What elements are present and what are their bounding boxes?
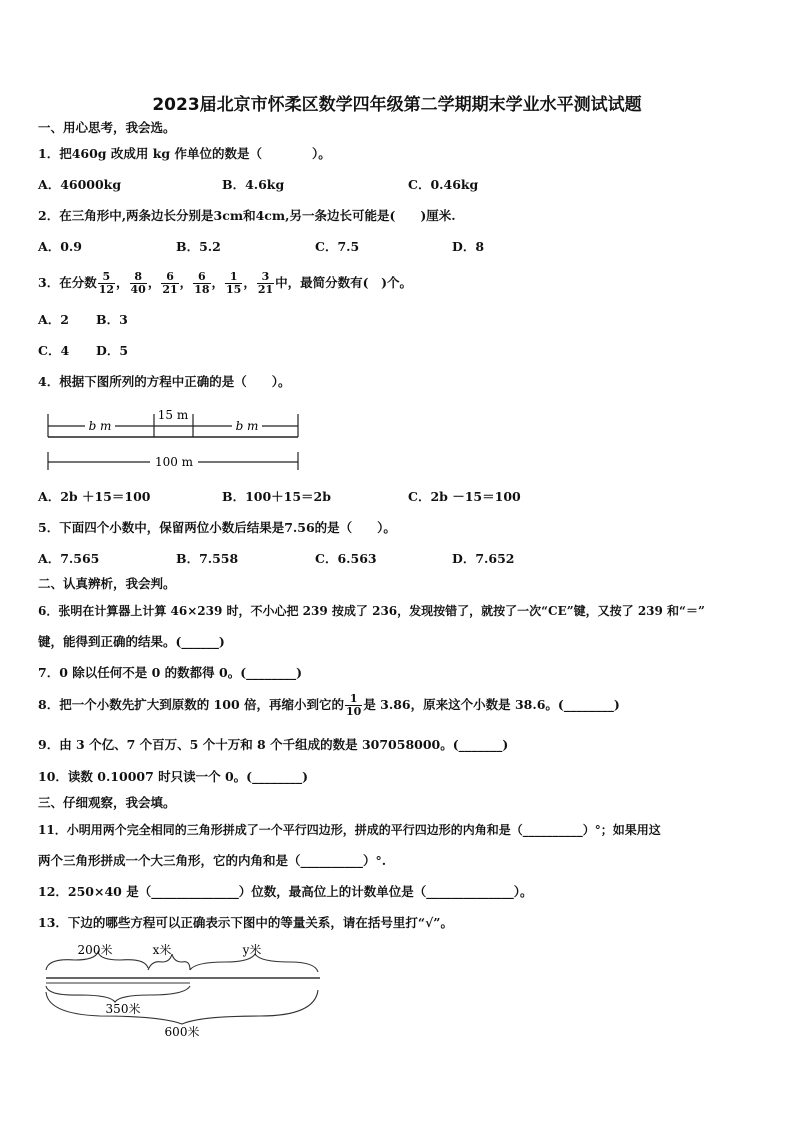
q13-label-y: y米 — [242, 943, 262, 957]
q5-option-d: D．7.652 — [452, 551, 515, 566]
q3-option-a: A．2 — [38, 312, 69, 327]
q2-option-d: D．8 — [452, 239, 485, 254]
fraction: $\frac{8}{40}$ — [130, 269, 146, 296]
question-5: 5．下面四个小数中，保留两位小数后结果是7.56的是（ ）。 — [38, 520, 396, 535]
fraction: $\frac{1}{10}$ — [346, 691, 362, 718]
q13-label-200: 200米 — [77, 943, 113, 957]
question-11-line-2: 两个三角形拼成一个大三角形，它的内角和是（__________）°. — [38, 853, 387, 868]
q13-label-350: 350米 — [105, 1002, 141, 1016]
q4-label-mid: 15 m — [157, 408, 189, 422]
fraction: $\frac{1}{15}$ — [226, 269, 242, 296]
question-11-line-1: 11．小明用两个完全相同的三角形拼成了一个平行四边形，拼成的平行四边形的内角和是（__________）°；如果用这 — [38, 823, 661, 837]
q4-option-b: B．100＋15＝2b — [222, 489, 331, 504]
fraction: $\frac{6}{21}$ — [162, 269, 178, 296]
question-3: 3．在分数 $\frac{5}{12}$ ， $\frac{8}{40}$ ， $\frac{6}{21}$ ， $\frac{6}{18}$ ， $\frac{1}{15}$ ， $\frac{3}{21}$ 中，最简分数有( )个。 — [38, 269, 412, 296]
question-9: 9．由 3 个亿、7 个百万、5 个十万和 8 个千组成的数是 307058000。(_______) — [38, 737, 509, 752]
q2-option-b: B．5.2 — [176, 239, 221, 254]
question-2: 2．在三角形中,两条边长分别是3cm和4cm,另一条边长可能是( )厘米. — [38, 208, 456, 223]
fraction: $\frac{5}{12}$ — [98, 269, 115, 296]
q3-option-c: C．4 — [38, 343, 70, 358]
q1-option-b: B．4.6kg — [222, 177, 285, 192]
q1-option-c: C．0.46kg — [408, 177, 479, 192]
q3-option-b: B．3 — [96, 312, 128, 327]
question-7: 7．0 除以任何不是 0 的数都得 0。(________) — [38, 665, 303, 680]
q1-option-a: A．46000kg — [38, 177, 122, 192]
q4-label-left: b m — [88, 419, 112, 433]
q5-option-b: B．7.558 — [176, 551, 239, 566]
q3-prefix: 3．在分数 — [38, 275, 97, 290]
question-10: 10．读数 0.10007 时只读一个 0。(________) — [38, 769, 309, 784]
q3-suffix: 中，最简分数有( )个。 — [275, 275, 412, 290]
q3-option-d: D．5 — [96, 343, 129, 358]
section-2-heading: 二、认真辨析，我会判。 — [38, 576, 176, 591]
q5-option-a: A．7.565 — [38, 551, 100, 566]
question-8: 8．把一个小数先扩大到原数的 100 倍，再缩小到它的 $\frac{1}{10}$ 是 3.86，原来这个小数是 38.6。(________) — [38, 691, 620, 718]
section-1-heading: 一、用心思考，我会选。 — [38, 120, 176, 135]
q4-label-right: b m — [235, 419, 259, 433]
q4-segment-diagram — [40, 404, 310, 474]
q4-option-c: C．2b －15＝100 — [408, 489, 521, 504]
section-3-heading: 三、仔细观察，我会填。 — [38, 795, 176, 810]
q2-option-c: C．7.5 — [315, 239, 360, 254]
question-6-line-2: 键，能得到正确的结果。(______) — [38, 634, 225, 649]
question-4: 4．根据下图所列的方程中正确的是（ ）。 — [38, 374, 291, 389]
q5-option-c: C．6.563 — [315, 551, 377, 566]
q13-label-x: x米 — [152, 943, 172, 957]
page-title: 2023届北京市怀柔区数学四年级第二学期期末学业水平测试试题 — [152, 95, 642, 115]
fraction: $\frac{6}{18}$ — [194, 269, 210, 296]
q4-label-total: 100 m — [154, 455, 194, 469]
question-13: 13．下边的哪些方程可以正确表示下图中的等量关系，请在括号里打“√”。 — [38, 915, 453, 930]
question-6-line-1: 6．张明在计算器上计算 46×239 时，不小心把 239 按成了 236，发现按错了，就按了一次“CE”键，又按了 239 和“＝” — [38, 604, 705, 618]
q13-segment-diagram — [40, 940, 330, 1040]
q4-option-a: A．2b ＋15＝100 — [38, 489, 151, 504]
question-12: 12．250×40 是（______________）位数，最高位上的计数单位是（______________）。 — [38, 884, 533, 899]
question-1: 1．把460g 改成用 kg 作单位的数是（ ）。 — [38, 146, 331, 161]
fraction: $\frac{3}{21}$ — [257, 269, 274, 296]
q13-label-600: 600米 — [164, 1025, 200, 1039]
q2-option-a: A．0.9 — [38, 239, 82, 254]
